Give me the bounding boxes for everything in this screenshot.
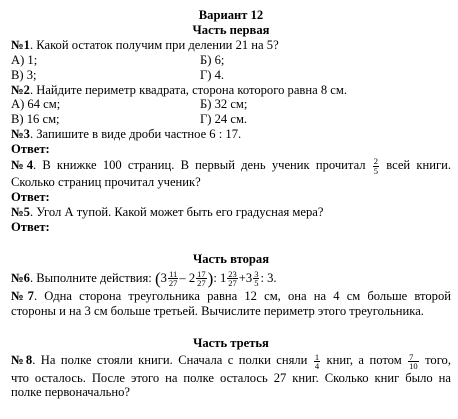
question-1-option-b: Б) 6; — [200, 52, 225, 67]
question-8-text-d: что осталось. После этого на полке осталось 27 книг. Сколько книг было на — [11, 370, 451, 385]
question-5-text: . Угол А тупой. Какой может быть его градусная мера? — [29, 204, 324, 219]
question-8-fraction-2-denominator: 10 — [409, 361, 418, 372]
question-8-text-b: книг, а потом — [326, 353, 402, 368]
mixed-4-numerator: 3 — [254, 268, 259, 279]
question-2-option-b: Б) 32 см; — [200, 97, 248, 112]
question-2-option-c: В) 16 см; — [11, 112, 60, 127]
mixed-2-numerator: 17 — [197, 268, 206, 279]
mixed-2-denominator: 27 — [197, 278, 206, 289]
question-6-expression — [154, 268, 277, 289]
question-1-option-d: Г) 4. — [200, 67, 225, 82]
mixed-4-fraction — [253, 270, 259, 288]
divide-mixed-whole: : 1 — [213, 270, 227, 285]
question-2-option-a: А) 64 см; — [11, 97, 61, 112]
mixed-3-denominator: 27 — [228, 278, 237, 289]
question-7-text-b: стороны и на 3 см больше третьей. Вычислите периметр этого треугольника. — [11, 303, 424, 318]
question-3-text: . Запишите в виде дроби частное 6 : 17. — [29, 127, 242, 142]
question-8-fraction-1-denominator: 4 — [314, 361, 320, 372]
question-3-number: №3 — [11, 127, 30, 142]
question-5 — [11, 205, 451, 220]
mixed-1-fraction — [168, 270, 179, 288]
question-4 — [11, 157, 451, 175]
close-paren: ) — [207, 268, 214, 288]
open-paren: ( — [154, 268, 161, 288]
question-1-option-c: В) 3; — [11, 67, 37, 82]
mixed-3-fraction — [227, 270, 238, 288]
question-2-options-row-1 — [11, 97, 451, 112]
mixed-4-denominator: 5 — [254, 278, 259, 289]
question-3-answer-label: Ответ: — [11, 142, 50, 157]
mixed-3-numerator: 23 — [228, 268, 237, 279]
question-6-text: . Выполните действия: — [29, 270, 152, 285]
mixed-2-whole: 2 — [188, 270, 196, 285]
mixed-1-numerator: 11 — [169, 268, 178, 279]
question-4-fraction-numerator: 2 — [373, 156, 379, 167]
plus-mixed-whole: +3 — [238, 270, 253, 285]
expression-tail: : 3. — [260, 270, 277, 285]
variant-title: Вариант 12 — [198, 8, 264, 22]
mixed-1-denominator: 27 — [168, 278, 178, 289]
question-2 — [11, 83, 451, 98]
question-8-fraction-1-numerator: 1 — [314, 351, 320, 362]
question-1-option-a: А) 1; — [11, 52, 38, 67]
question-6-number: №6 — [11, 270, 30, 285]
question-4-text-b: всей книги. — [386, 158, 452, 173]
question-2-number: №2 — [11, 82, 30, 97]
mixed-2-fraction — [196, 270, 207, 288]
worksheet — [11, 0, 451, 400]
question-4-text-c: Сколько страниц прочитал ученик? — [11, 175, 201, 190]
question-8-text-a: . На полке стояли книги. Сначала с полки сняли — [32, 353, 308, 368]
question-1-number: №1 — [11, 37, 30, 52]
question-8-text-c: того, — [425, 353, 451, 368]
question-4-text-a: . В книжке 100 страниц. В первый день ученик прочитал — [33, 158, 366, 173]
question-2-option-d: Г) 24 см. — [200, 112, 248, 127]
question-8-fraction-1 — [314, 353, 320, 371]
question-8-number: №8 — [11, 353, 33, 368]
question-8-text-e: полке первоначально? — [11, 385, 130, 400]
question-1-options-row-2 — [11, 68, 451, 83]
question-1-options-row-1 — [11, 53, 451, 68]
mixed-1-whole: 3 — [160, 270, 167, 285]
question-4-fraction-denominator: 5 — [373, 165, 379, 176]
question-2-options-row-2 — [11, 112, 451, 127]
part2-heading: Часть вторая — [192, 251, 270, 266]
question-2-text: . Найдите периметр квадрата, сторона которого равна 8 см. — [29, 82, 347, 97]
minus-sign: – — [179, 270, 186, 285]
question-4-fraction — [373, 157, 379, 175]
question-5-answer-label: Ответ: — [11, 219, 50, 234]
question-8-fraction-2 — [408, 353, 419, 371]
question-7-text-a: . Одна сторона треугольника равна 12 см, она на 4 см больше второй — [33, 288, 452, 303]
question-4-answer-label: Ответ: — [11, 190, 50, 205]
question-1 — [11, 38, 451, 53]
question-5-number: №5 — [11, 204, 30, 219]
question-6 — [11, 267, 451, 289]
question-7-number: №7 — [11, 288, 34, 303]
question-8-fraction-2-numerator: 7 — [408, 353, 419, 363]
question-8 — [11, 350, 451, 370]
part3-heading: Часть третья — [193, 335, 269, 350]
question-4-number: №4 — [11, 158, 33, 173]
part1-heading: Часть первая — [192, 22, 270, 37]
question-3 — [11, 127, 451, 142]
question-1-text: . Какой остаток получим при делении 21 на 5? — [29, 37, 279, 52]
question-7 — [11, 289, 451, 304]
